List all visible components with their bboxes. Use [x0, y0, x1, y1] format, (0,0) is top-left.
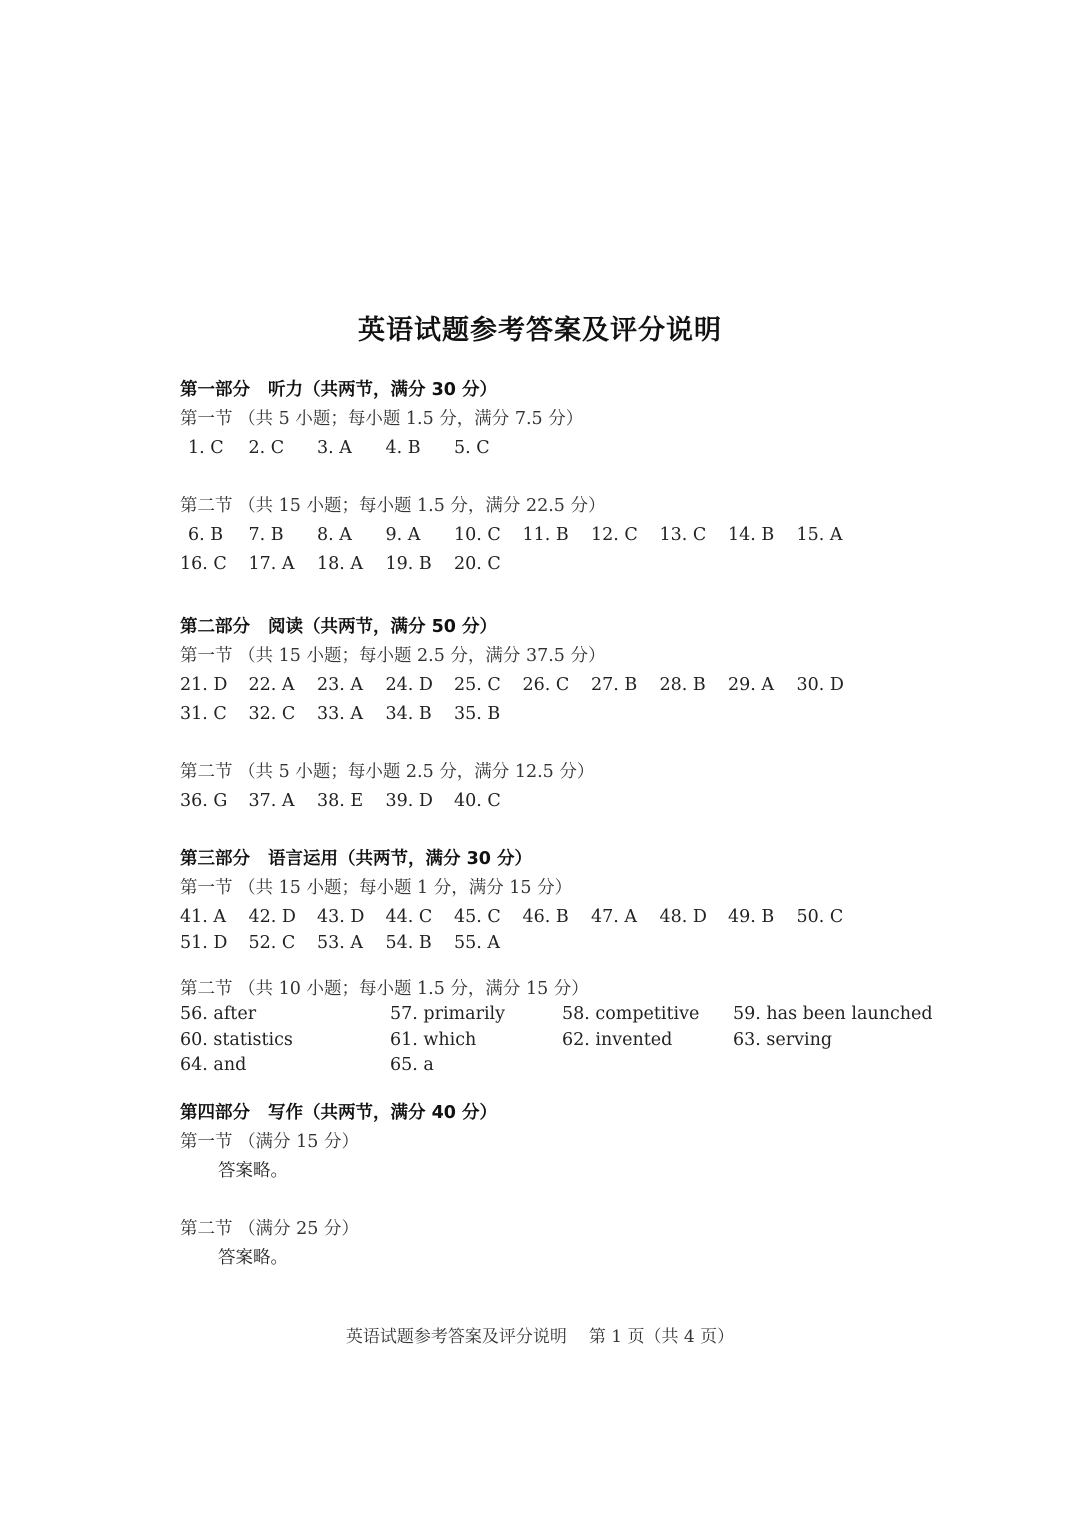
part-2-heading: 第二部分 阅读（共两节，满分 50 分）: [180, 617, 498, 637]
answer-item: 25. C: [454, 675, 501, 695]
answer-item: 33. A: [317, 704, 364, 724]
page-title: 英语试题参考答案及评分说明: [358, 315, 722, 346]
part-4-heading: 第四部分 写作（共两节，满分 40 分）: [180, 1102, 498, 1123]
answer-content: [180, 376, 940, 1273]
part-4-section-2-answer: 答案略。: [218, 1247, 288, 1268]
fill-answer-item: 59. has been launched: [733, 1004, 933, 1024]
answer-item: 15. A: [796, 525, 843, 545]
answer-item: 34. B: [385, 704, 432, 724]
answer-item: 47. A: [591, 907, 638, 927]
answer-item: 38. E: [317, 791, 364, 811]
answer-item: 6. B: [188, 525, 224, 545]
answer-item: 26. C: [522, 675, 570, 695]
answer-item: 35. B: [454, 704, 501, 724]
part-3-heading: 第三部分 语言运用（共两节，满分 30 分）: [180, 849, 533, 869]
fill-answer-item: 64. and: [180, 1055, 247, 1075]
answer-item: 48. D: [659, 907, 707, 927]
part-4-section-2-heading: 第二节 （满分 25 分）: [180, 1218, 359, 1239]
answer-row: [180, 787, 940, 816]
page-footer: [0, 1322, 1080, 1347]
answer-item: 24. D: [385, 675, 433, 695]
part-1-section-2-heading: 第二节 （共 15 小题；每小题 1.5 分，满分 22.5 分）: [180, 496, 606, 516]
part-4-section-1-heading: 第一节 （满分 15 分）: [180, 1131, 359, 1152]
answer-item: 44. C: [385, 907, 433, 927]
answer-item: 28. B: [659, 675, 706, 695]
answer-item: 7. B: [248, 525, 284, 545]
answer-item: 18. A: [317, 554, 364, 574]
part-2-section-2-heading: 第二节 （共 5 小题；每小题 2.5 分，满分 12.5 分）: [180, 762, 595, 782]
part-3-section-2-heading: 第二节 （共 10 小题；每小题 1.5 分，满分 15 分）: [180, 979, 589, 999]
answer-item: 30. D: [796, 675, 844, 695]
answer-row: [180, 932, 940, 955]
answer-item: 3. A: [317, 438, 352, 458]
answer-item: 32. C: [248, 704, 296, 724]
answer-item: 46. B: [522, 907, 569, 927]
answer-item: 9. A: [385, 525, 421, 545]
answer-item: 36. G: [180, 791, 228, 811]
answer-item: 23. A: [317, 675, 364, 695]
answer-item: 20. C: [454, 554, 501, 574]
answer-item: 29. A: [728, 675, 775, 695]
footer-doc-title: 英语试题参考答案及评分说明: [345, 1327, 567, 1347]
part-1-heading: 第一部分 听力（共两节，满分 30 分）: [180, 380, 498, 400]
fill-answer-item: 65. a: [390, 1055, 434, 1075]
part-3-section-1-heading: 第一节 （共 15 小题；每小题 1 分，满分 15 分）: [180, 878, 573, 898]
footer-page-number: 第 1 页（共 4 页）: [588, 1327, 735, 1347]
answer-item: 54. B: [385, 933, 432, 953]
fill-answer-grid: [180, 1002, 940, 1079]
answer-item: 10. C: [454, 525, 501, 545]
answer-item: 49. B: [728, 907, 775, 927]
answer-item: 17. A: [248, 554, 295, 574]
answer-item: 12. C: [591, 525, 638, 545]
answer-item: 4. B: [385, 438, 421, 458]
answer-row: [180, 903, 940, 932]
answer-item: 39. D: [385, 791, 433, 811]
answer-item: 45. C: [454, 907, 501, 927]
fill-answer-item: 56. after: [180, 1004, 257, 1024]
part-2-section-1-heading: 第一节 （共 15 小题；每小题 2.5 分，满分 37.5 分）: [180, 646, 606, 666]
answer-item: 53. A: [317, 933, 364, 953]
answer-item: 43. D: [317, 907, 365, 927]
answer-item: 8. A: [317, 525, 352, 545]
part-4-section-1-answer: 答案略。: [218, 1160, 288, 1181]
fill-answer-item: 60. statistics: [180, 1029, 293, 1050]
answer-item: 27. B: [591, 675, 638, 695]
answer-item: 37. A: [248, 791, 295, 811]
answer-item: 40. C: [454, 791, 501, 811]
answer-item: 2. C: [248, 438, 285, 458]
answer-item: 5. C: [454, 438, 490, 458]
answer-item: 14. B: [728, 525, 775, 545]
answer-item: 41. A: [180, 907, 227, 927]
fill-answer-item: 63. serving: [733, 1029, 833, 1050]
answer-item: 31. C: [180, 704, 227, 724]
answer-item: 13. C: [659, 525, 707, 545]
part-1-section-1-heading: 第一节 （共 5 小题；每小题 1.5 分，满分 7.5 分）: [180, 409, 584, 429]
answer-row: [180, 550, 940, 579]
answer-item: 16. C: [180, 554, 227, 574]
answer-item: 22. A: [248, 675, 295, 695]
answer-item: 1. C: [188, 438, 224, 458]
answer-item: 11. B: [522, 525, 569, 545]
fill-answer-item: 61. which: [390, 1029, 477, 1050]
answer-item: 50. C: [796, 907, 844, 927]
answer-row: [180, 521, 940, 550]
fill-answer-item: 58. competitive: [562, 1004, 700, 1024]
answer-item: 19. B: [385, 554, 432, 574]
answer-item: 42. D: [248, 907, 296, 927]
answer-item: 21. D: [180, 675, 228, 695]
answer-row: [180, 671, 940, 700]
answer-item: 55. A: [454, 933, 501, 953]
fill-answer-item: 57. primarily: [390, 1004, 506, 1024]
answer-row: [180, 700, 940, 729]
answer-row: [180, 434, 940, 463]
fill-answer-item: 62. invented: [562, 1029, 673, 1050]
answer-item: 52. C: [248, 933, 296, 953]
answer-item: 51. D: [180, 933, 228, 953]
